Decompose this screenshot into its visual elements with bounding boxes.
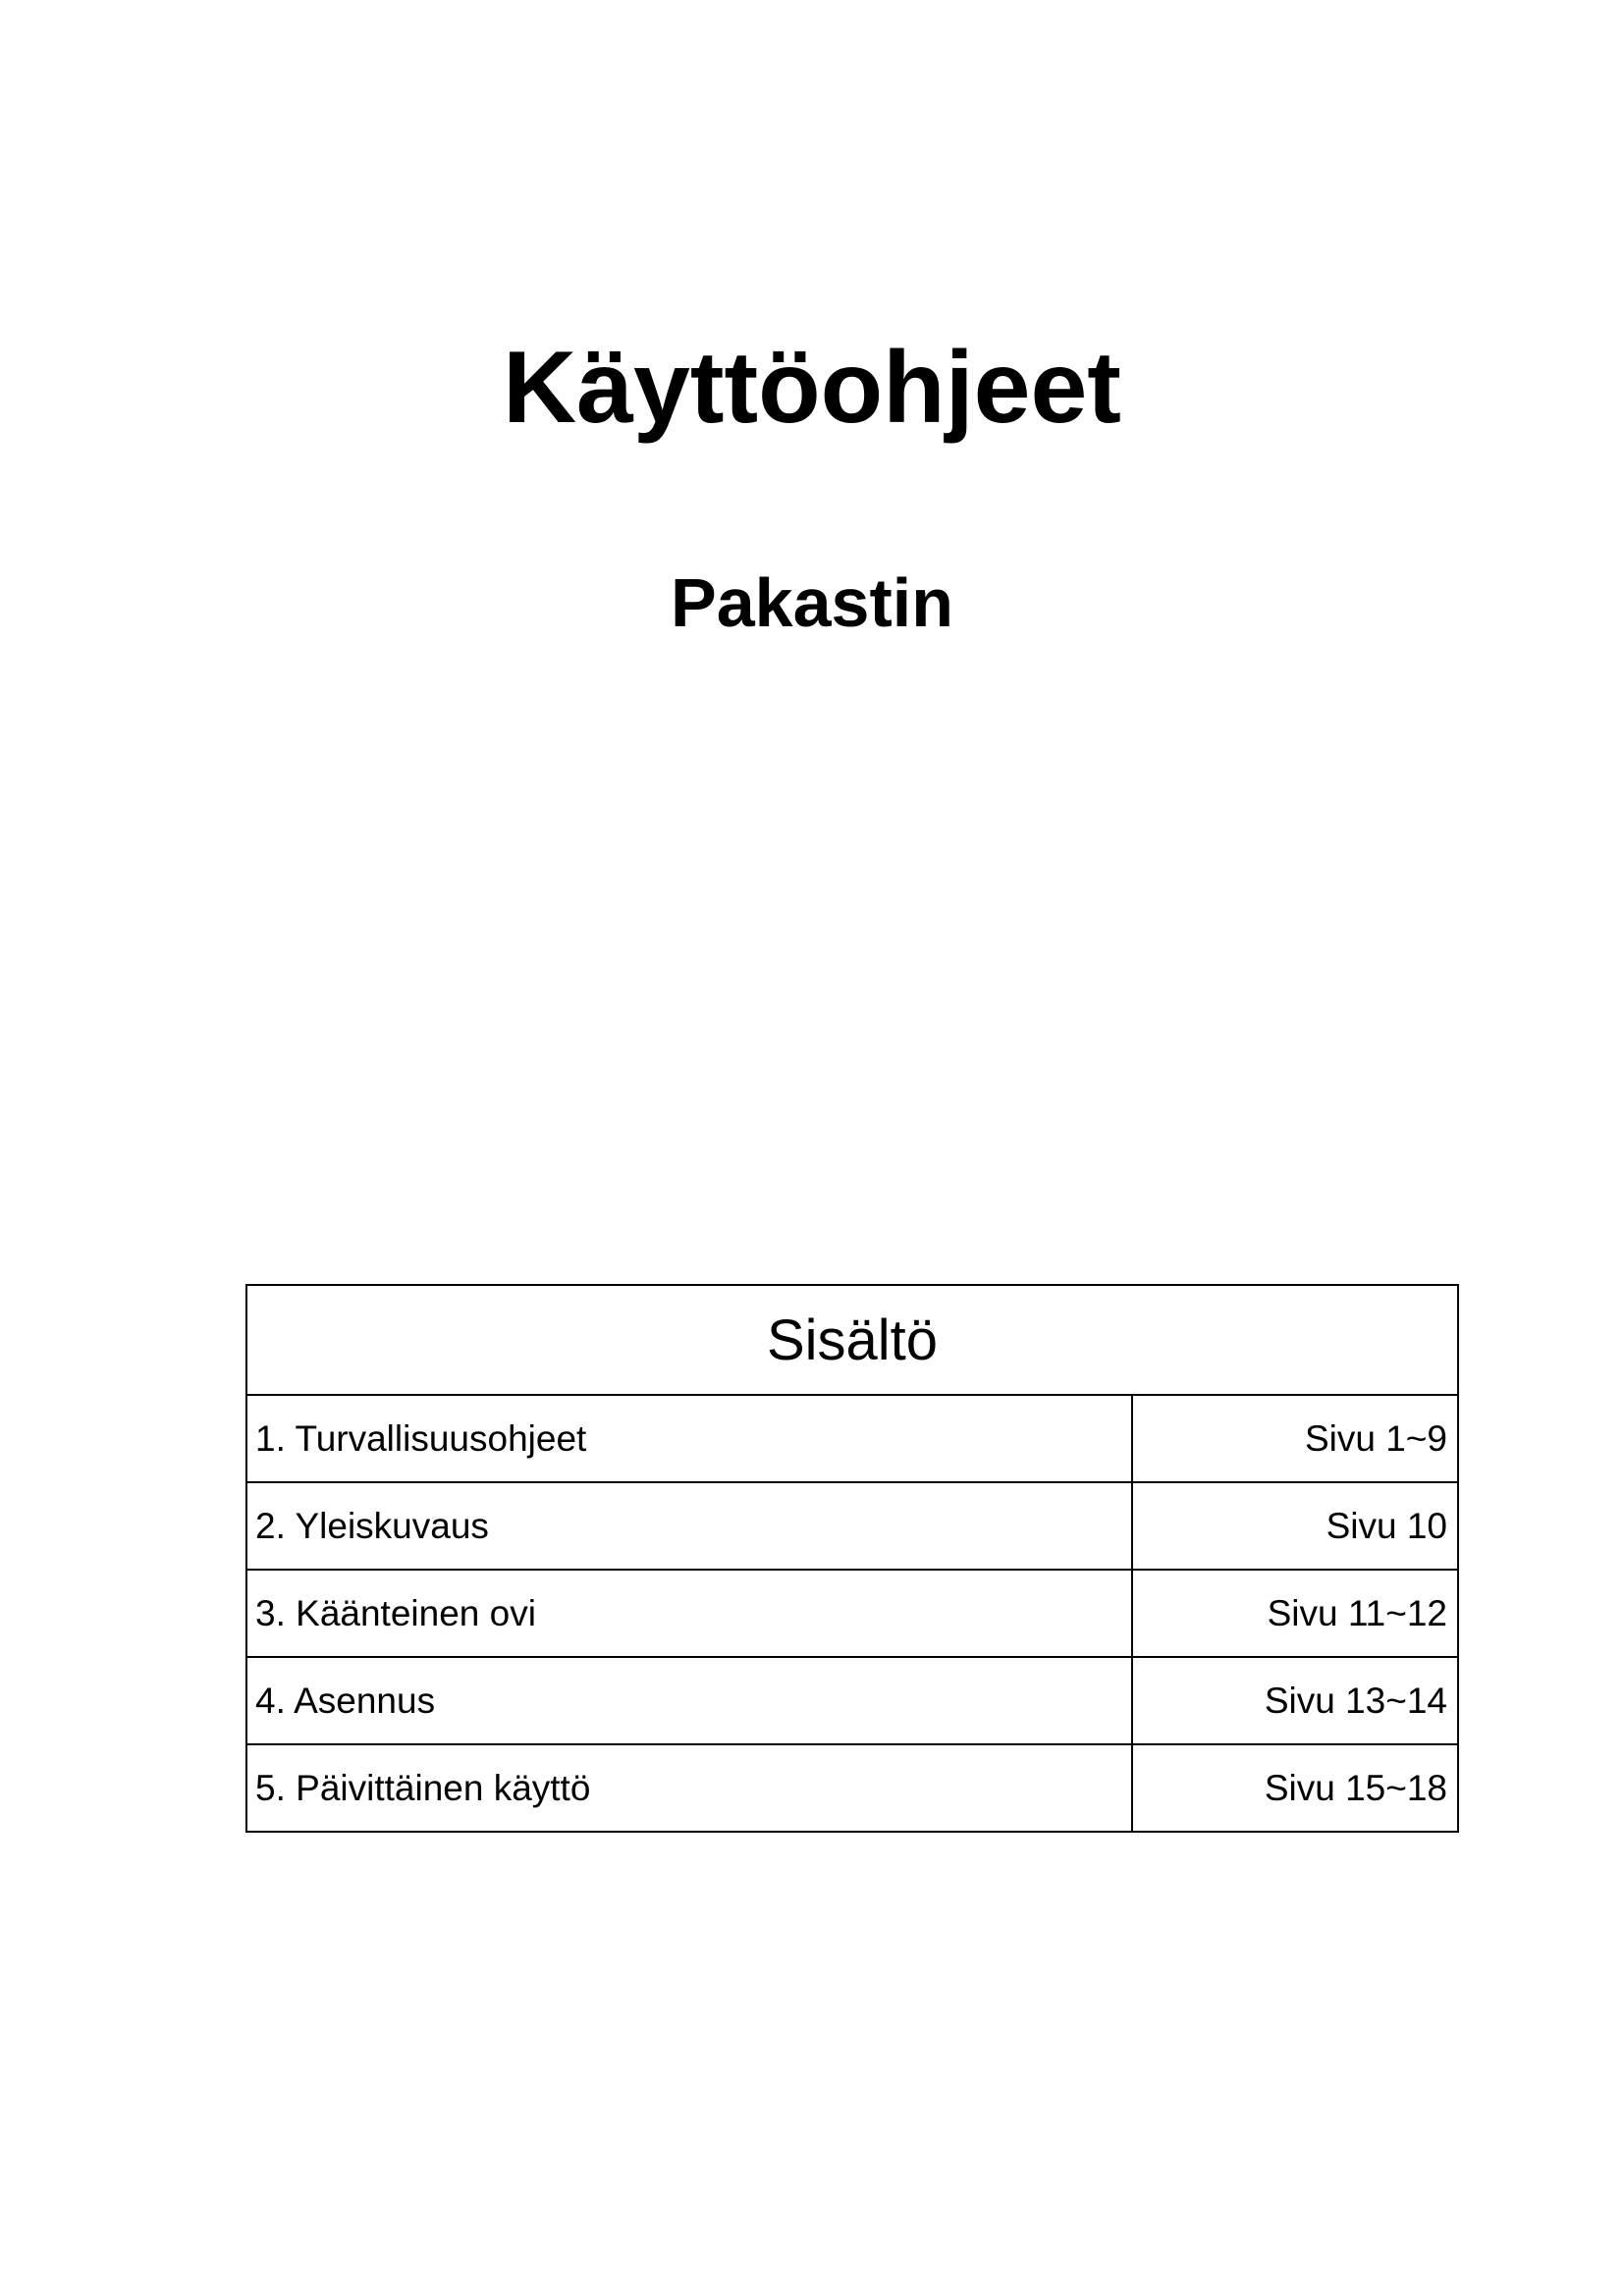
document-subtitle: Pakastin <box>671 564 953 641</box>
toc-item-pages: Sivu 10 <box>1132 1482 1458 1570</box>
toc-item-label: 2. Yleiskuvaus <box>246 1482 1132 1570</box>
toc-item-label: 5. Päivittäinen käyttö <box>246 1744 1132 1832</box>
toc-item-pages: Sivu 1~9 <box>1132 1395 1458 1482</box>
toc-item-pages: Sivu 11~12 <box>1132 1570 1458 1657</box>
toc-row <box>246 1657 1458 1744</box>
toc-item-label: 3. Käänteinen ovi <box>246 1570 1132 1657</box>
toc-item-label: 1. Turvallisuusohjeet <box>246 1395 1132 1482</box>
toc-item-pages: Sivu 13~14 <box>1132 1657 1458 1744</box>
toc-heading: Sisältö <box>246 1285 1458 1395</box>
document-title: Käyttöohjeet <box>503 331 1121 445</box>
toc-row <box>246 1395 1458 1482</box>
toc-row <box>246 1482 1458 1570</box>
table-of-contents <box>245 1284 1459 1833</box>
toc-item-label: 4. Asennus <box>246 1657 1132 1744</box>
toc-item-pages: Sivu 15~18 <box>1132 1744 1458 1832</box>
toc-row <box>246 1570 1458 1657</box>
toc-row <box>246 1744 1458 1832</box>
